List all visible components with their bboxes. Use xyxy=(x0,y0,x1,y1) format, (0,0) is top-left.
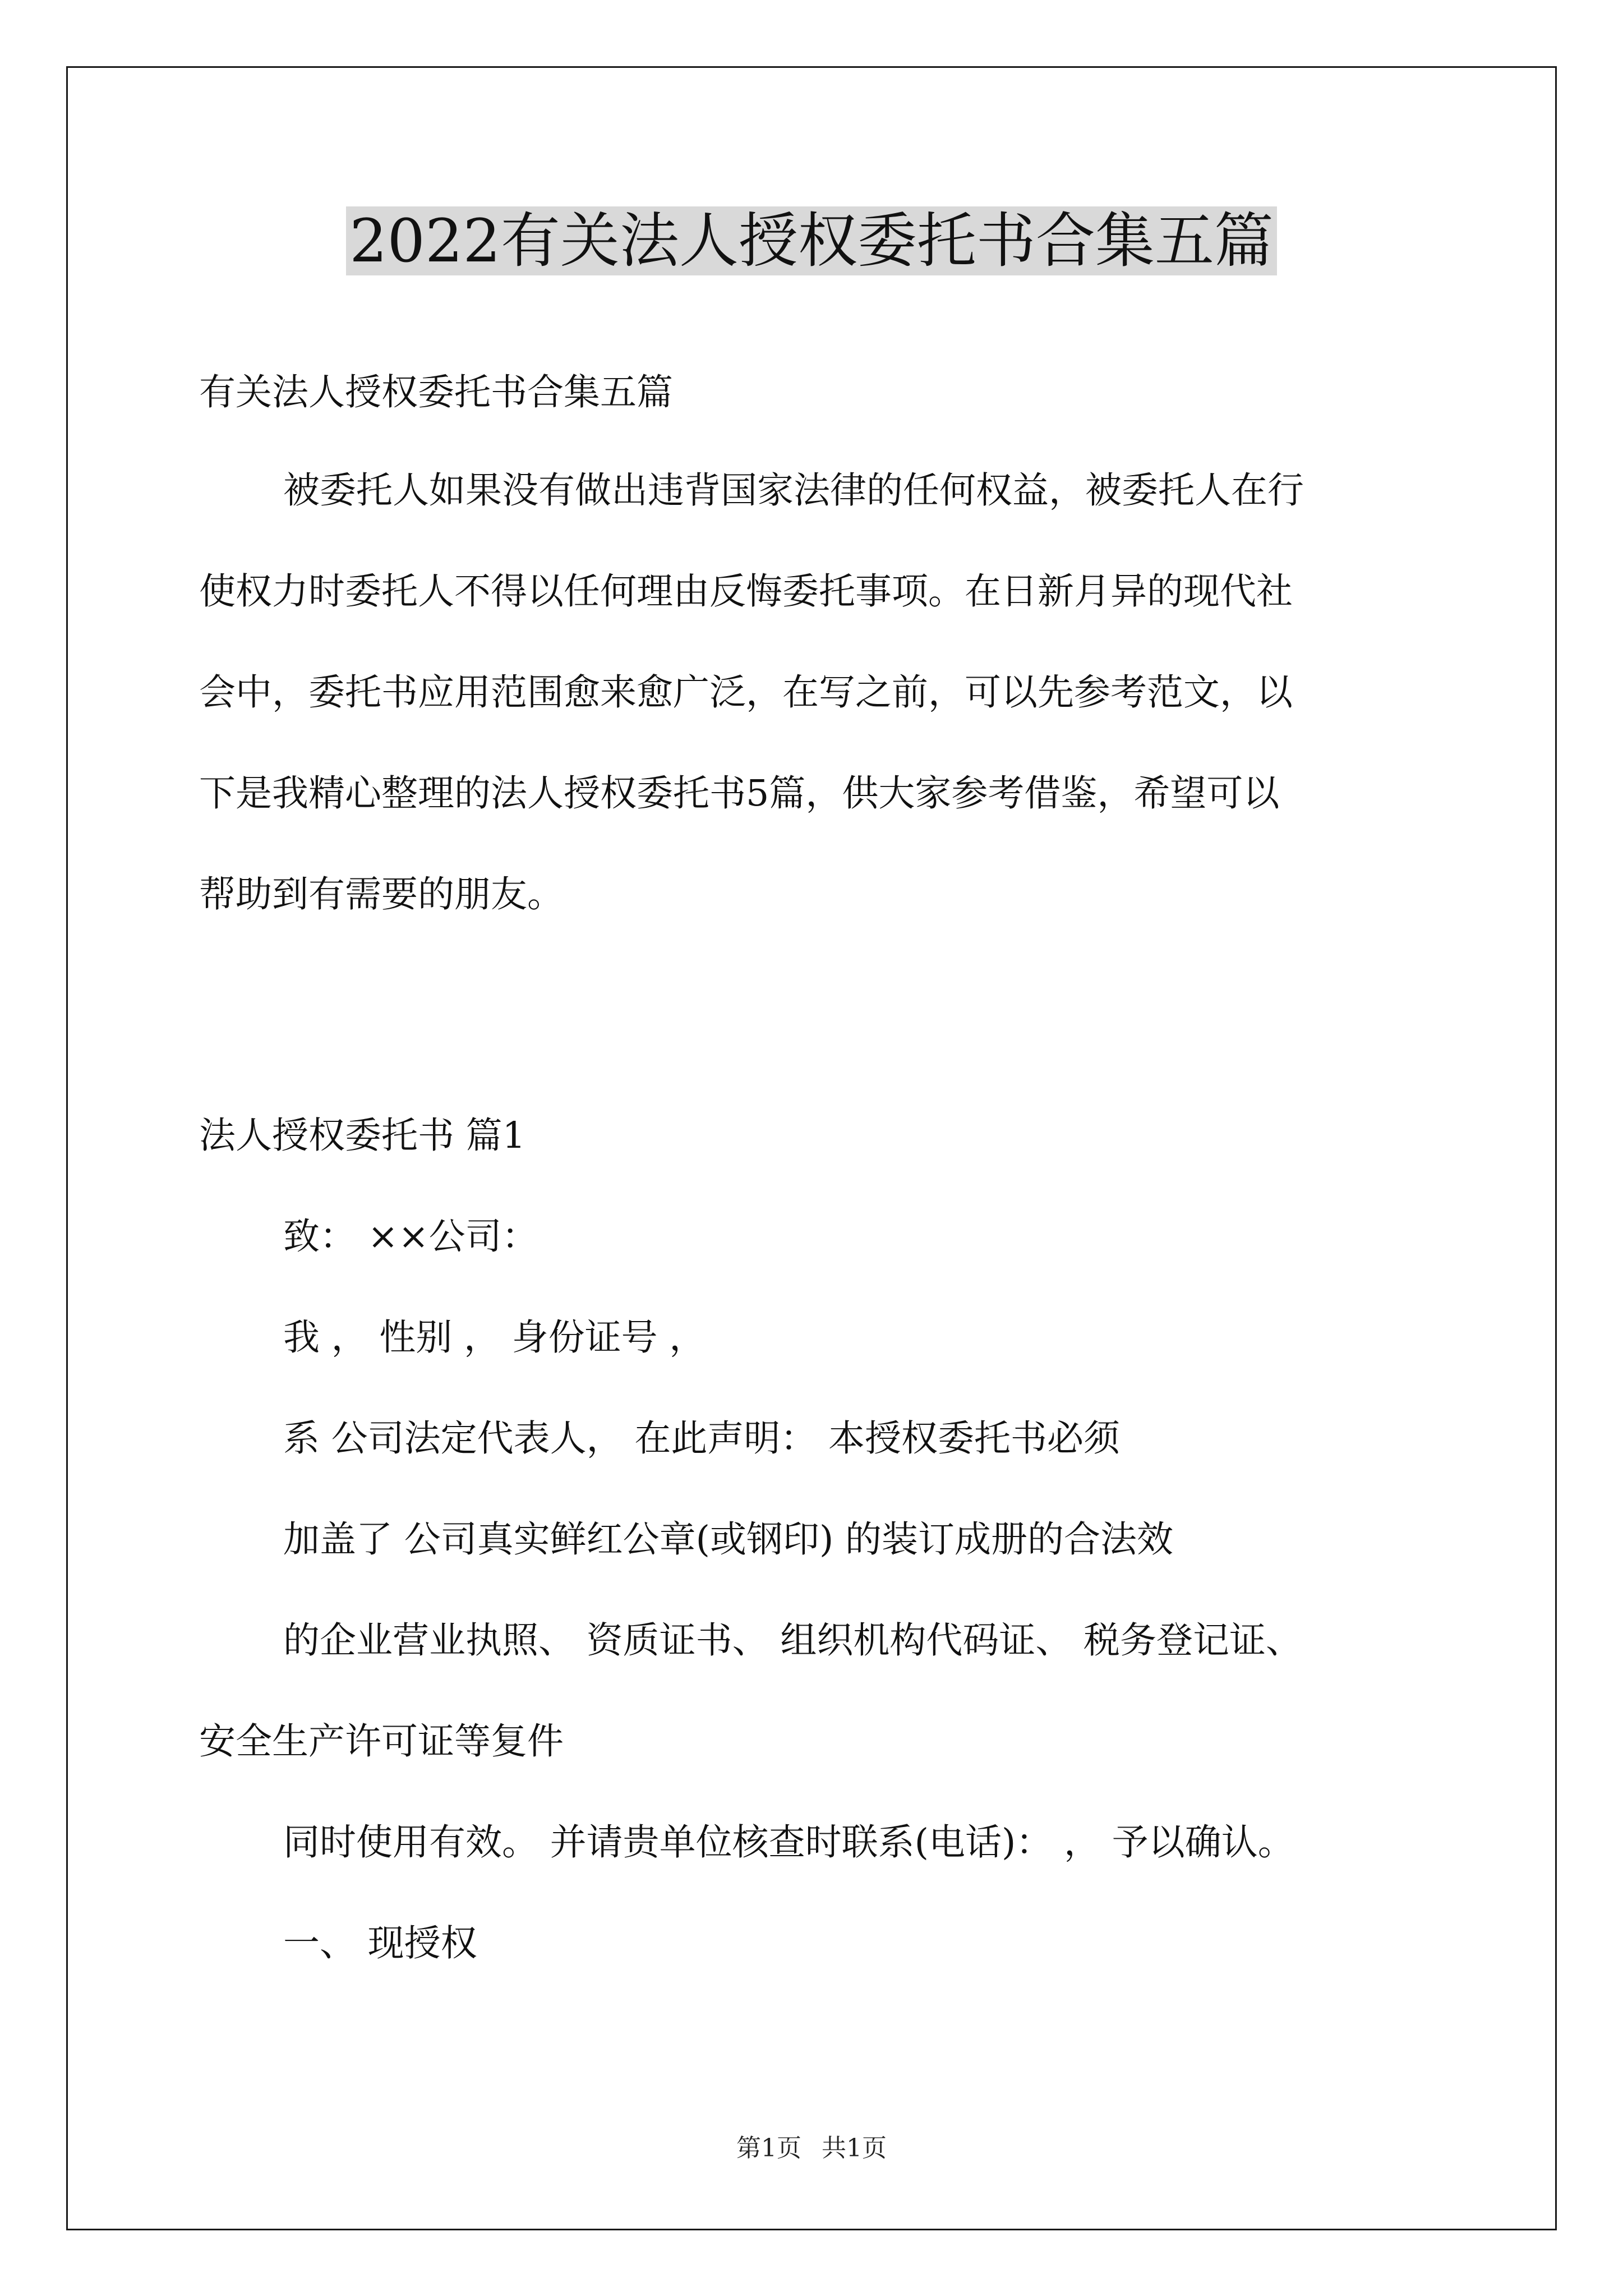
page-number-total: 共1页 xyxy=(822,2134,887,2162)
intro-line-1: 被委托人如果没有做出违背国家法律的任何权益，被委托人在行 xyxy=(283,470,1304,512)
body-line-5: 的企业营业执照、 资质证书、 组织机构代码证、 税务登记证、 xyxy=(283,1619,1302,1662)
intro-line-2: 使权力时委托人不得以任何理由反悔委托事项。在日新月异的现代社 xyxy=(199,570,1293,613)
document-title-text: 2022有关法人授权委托书合集五篇 xyxy=(346,206,1277,275)
body-line-1: 致： ××公司： xyxy=(283,1216,538,1258)
body-line-7: 同时使用有效。 并请贵单位核查时联系(电话)： ， 予以确认。 xyxy=(283,1821,1294,1864)
body-line-8: 一、 现授权 xyxy=(283,1922,477,1964)
page-footer xyxy=(0,2132,1623,2165)
intro-line-4: 下是我精心整理的法人授权委托书5篇，供大家参考借鉴，希望可以 xyxy=(199,772,1280,815)
body-line-2: 我 ， 性别 ， 身份证号 ， xyxy=(283,1317,706,1359)
intro-line-3: 会中，委托书应用范围愈来愈广泛，在写之前，可以先参考范文，以 xyxy=(199,671,1293,714)
section-heading: 法人授权委托书 篇1 xyxy=(199,1115,526,1157)
body-line-3: 系 公司法定代表人， 在此声明： 本授权委托书必须 xyxy=(283,1418,1120,1460)
page-number-current: 第1页 xyxy=(736,2134,801,2162)
document-subtitle: 有关法人授权委托书合集五篇 xyxy=(199,371,674,413)
body-line-4: 加盖了 公司真实鲜红公章(或钢印) 的装订成册的合法效 xyxy=(283,1519,1174,1561)
intro-line-5: 帮助到有需要的朋友。 xyxy=(199,873,564,915)
body-line-6: 安全生产许可证等复件 xyxy=(199,1720,564,1763)
document-title xyxy=(0,203,1623,279)
